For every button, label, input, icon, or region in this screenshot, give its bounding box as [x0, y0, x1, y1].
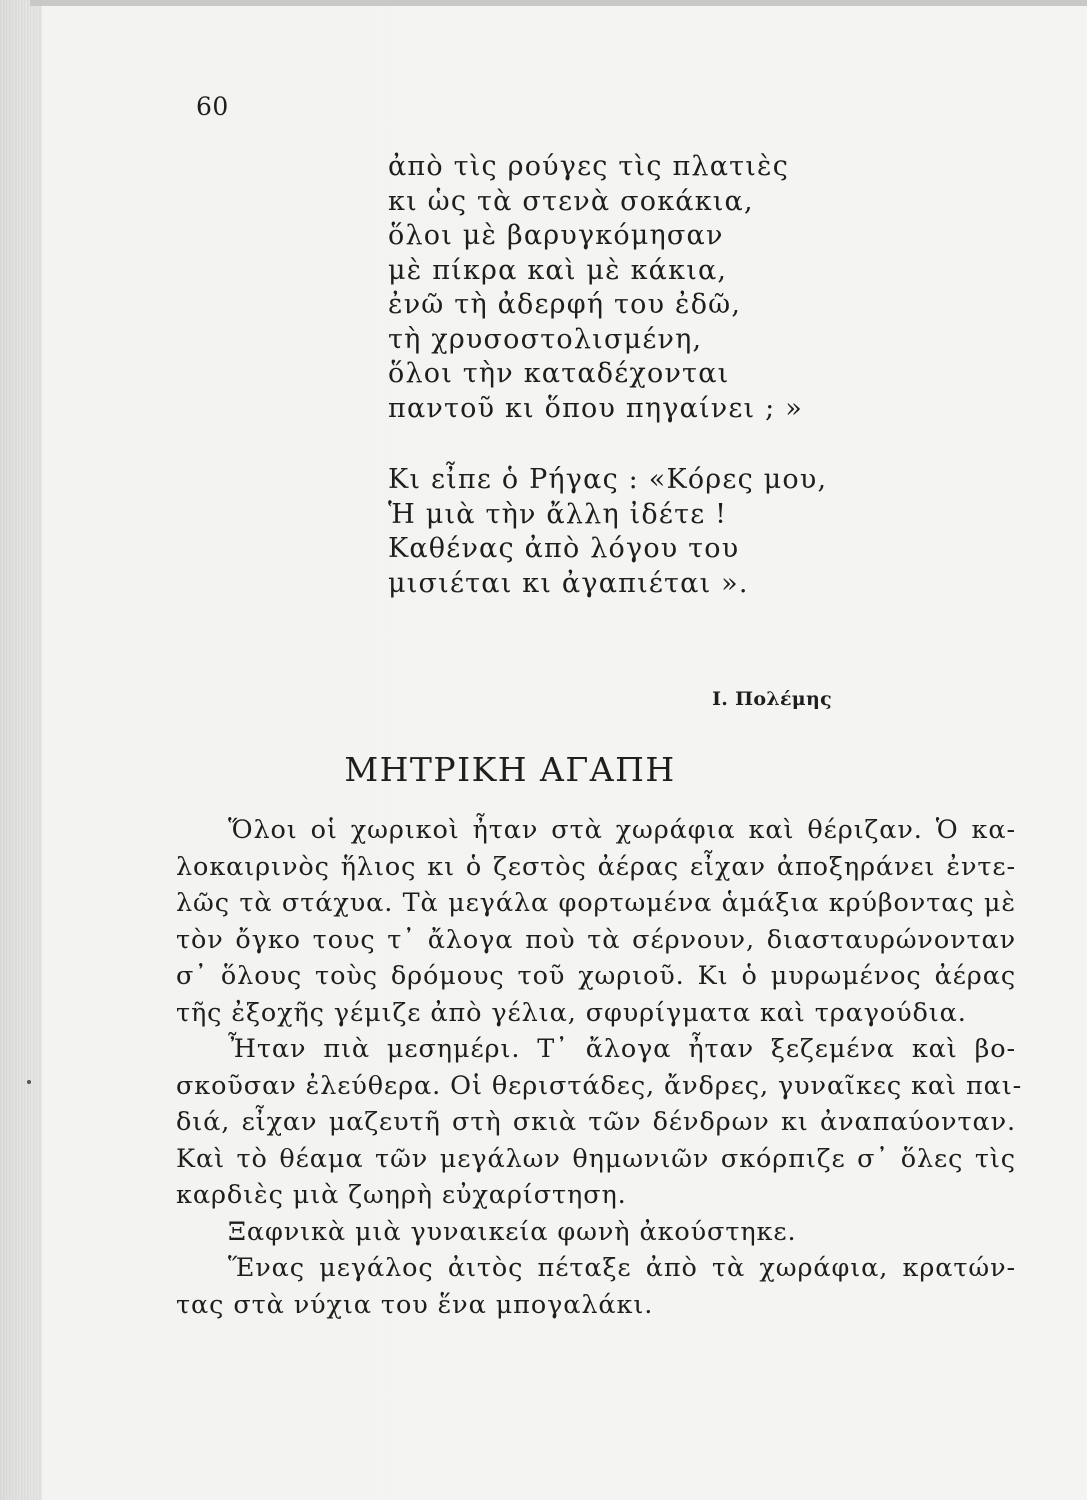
paragraph-line: τῆς ἐξοχῆς γέμιζε ἀπὸ γέλια, σφυρίγματα καὶ τραγούδια.: [176, 997, 967, 1028]
paragraph-line: σκοῦσαν ἐλεύθερα. Οἱ θεριστάδες, ἄνδρες, γυναῖκες καὶ παι-: [176, 1070, 1023, 1101]
paragraph-line: σ᾽ ὅλους τοὺς δρόμους τοῦ χωριοῦ. Κι ὁ μυρωμένος ἀέρας: [176, 961, 1016, 991]
story-text: [176, 812, 1023, 1323]
page-top-edge: [30, 0, 1087, 6]
poem-line: ὅλοι τὴν καταδέχονται: [388, 358, 730, 389]
poem-line: ἐνῶ τὴ ἀδερφή του ἐδῶ,: [388, 289, 742, 320]
poem-line: Ἡ μιὰ τὴν ἄλλη ἰδέτε !: [388, 498, 728, 530]
poem-line: Καθένας ἀπὸ λόγου του: [388, 533, 740, 564]
paragraph-line: διά, εἶχαν μαζευτῆ στὴ σκιὰ τῶν δένδρων κι ἀναπαύονταν.: [176, 1107, 1016, 1137]
page-number: 60: [196, 92, 229, 121]
paragraph-line: τὸν ὄγκο τους τ᾽ ἄλογα ποὺ τὰ σέρνουν, διασταυρώνονταν: [176, 924, 1016, 955]
poem-line: μὲ πίκρα καὶ μὲ κάκια,: [388, 254, 728, 286]
poem-line: Κι εἶπε ὁ Ρήγας : «Κόρες μου,: [388, 464, 828, 495]
ink-speck: [27, 1080, 31, 1084]
poem: [388, 150, 948, 601]
poem-author: Ι. Πολέμης: [712, 688, 832, 710]
poem-line: μισιέται κι ἀγαπιέται ».: [388, 567, 749, 599]
paragraph-line: Ὅλοι οἱ χωρικοὶ ἦταν στὰ χωράφια καὶ θέριζαν. Ὁ κα-: [228, 815, 1016, 845]
paragraph-line: λῶς τὰ στάχυα. Τὰ μεγάλα φορτωμένα ἁμάξια κρύβοντας μὲ: [176, 888, 1016, 918]
paragraph-line: λοκαιρινὸς ἥλιος κι ὁ ζεστὸς ἀέρας εἶχαν ἀποξηράνει ἐντε-: [176, 851, 1016, 882]
section-title: ΜΗΤΡΙΚΗ ΑΓΑΠΗ: [344, 750, 676, 789]
paragraph-line: Καὶ τὸ θέαμα τῶν μεγάλων θημωνιῶν σκόρπιζε σ᾽ ὅλες τὶς: [176, 1143, 1016, 1174]
book-binding-edge: [0, 0, 42, 1500]
paragraph-line: Ξαφνικὰ μιὰ γυναικεία φωνὴ ἀκούστηκε.: [228, 1216, 797, 1247]
poem-line: κι ὡς τὰ στενὰ σοκάκια,: [388, 185, 754, 217]
paragraph-line: καρδιὲς μιὰ ζωηρὴ εὐχαρίστηση.: [176, 1180, 627, 1210]
paragraph-line: Ἦταν πιὰ μεσημέρι. Τ᾽ ἄλογα ἦταν ξεζεμένα καὶ βο-: [228, 1034, 1016, 1064]
paragraph-line: τας στὰ νύχια του ἕνα μπογαλάκι.: [176, 1289, 654, 1320]
stanza-gap: [388, 426, 948, 463]
poem-line: τὴ χρυσοστολισμένη,: [388, 323, 703, 355]
poem-line: ἀπὸ τὶς ρούγες τὶς πλατιὲς: [388, 151, 790, 182]
poem-line: παντοῦ κι ὅπου πηγαίνει ; »: [388, 392, 803, 424]
paragraph-line: Ἕνας μεγάλος ἀιτὸς πέταξε ἀπὸ τὰ χωράφια, κρατών-: [228, 1253, 1016, 1283]
poem-line: ὅλοι μὲ βαρυγκόμησαν: [388, 220, 724, 251]
